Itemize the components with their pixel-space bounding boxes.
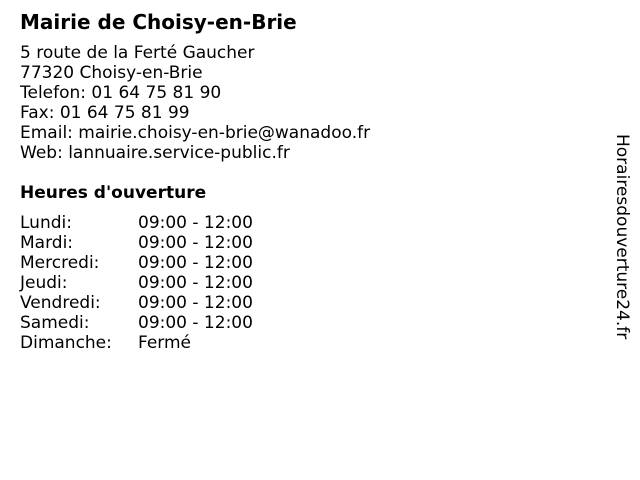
time-value: 09:00 - 12:00 [138, 293, 253, 313]
day-label: Mercredi: [20, 253, 100, 273]
phone-number: Telefon: 01 64 75 81 90 [20, 83, 222, 103]
time-value: Fermé [138, 333, 192, 353]
hours-row-mercredi [20, 253, 340, 273]
address-city: 77320 Choisy-en-Brie [20, 63, 203, 83]
day-label: Lundi: [20, 213, 72, 233]
address-street: 5 route de la Ferté Gaucher [20, 43, 255, 63]
time-value: 09:00 - 12:00 [138, 313, 253, 333]
hours-row-vendredi [20, 293, 340, 313]
day-label: Samedi: [20, 313, 90, 333]
website: Web: lannuaire.service-public.fr [20, 143, 290, 163]
page-title: Mairie de Choisy-en-Brie [20, 10, 297, 34]
time-value: 09:00 - 12:00 [138, 233, 253, 253]
hours-row-jeudi [20, 273, 340, 293]
day-label: Dimanche: [20, 333, 112, 353]
time-value: 09:00 - 12:00 [138, 253, 253, 273]
day-label: Vendredi: [20, 293, 101, 313]
time-value: 09:00 - 12:00 [138, 273, 253, 293]
day-label: Jeudi: [20, 273, 68, 293]
hours-row-lundi [20, 213, 340, 233]
fax-number: Fax: 01 64 75 81 99 [20, 103, 190, 123]
day-label: Mardi: [20, 233, 74, 253]
opening-hours-heading: Heures d'ouverture [20, 183, 207, 203]
site-brand-vertical: Horairesdouverture24.fr [612, 134, 632, 340]
hours-row-mardi [20, 233, 340, 253]
email-address: Email: mairie.choisy-en-brie@wanadoo.fr [20, 123, 371, 143]
hours-row-dimanche [20, 333, 340, 353]
contact-info [20, 43, 370, 163]
opening-hours-table [20, 213, 340, 353]
hours-row-samedi [20, 313, 340, 333]
time-value: 09:00 - 12:00 [138, 213, 253, 233]
